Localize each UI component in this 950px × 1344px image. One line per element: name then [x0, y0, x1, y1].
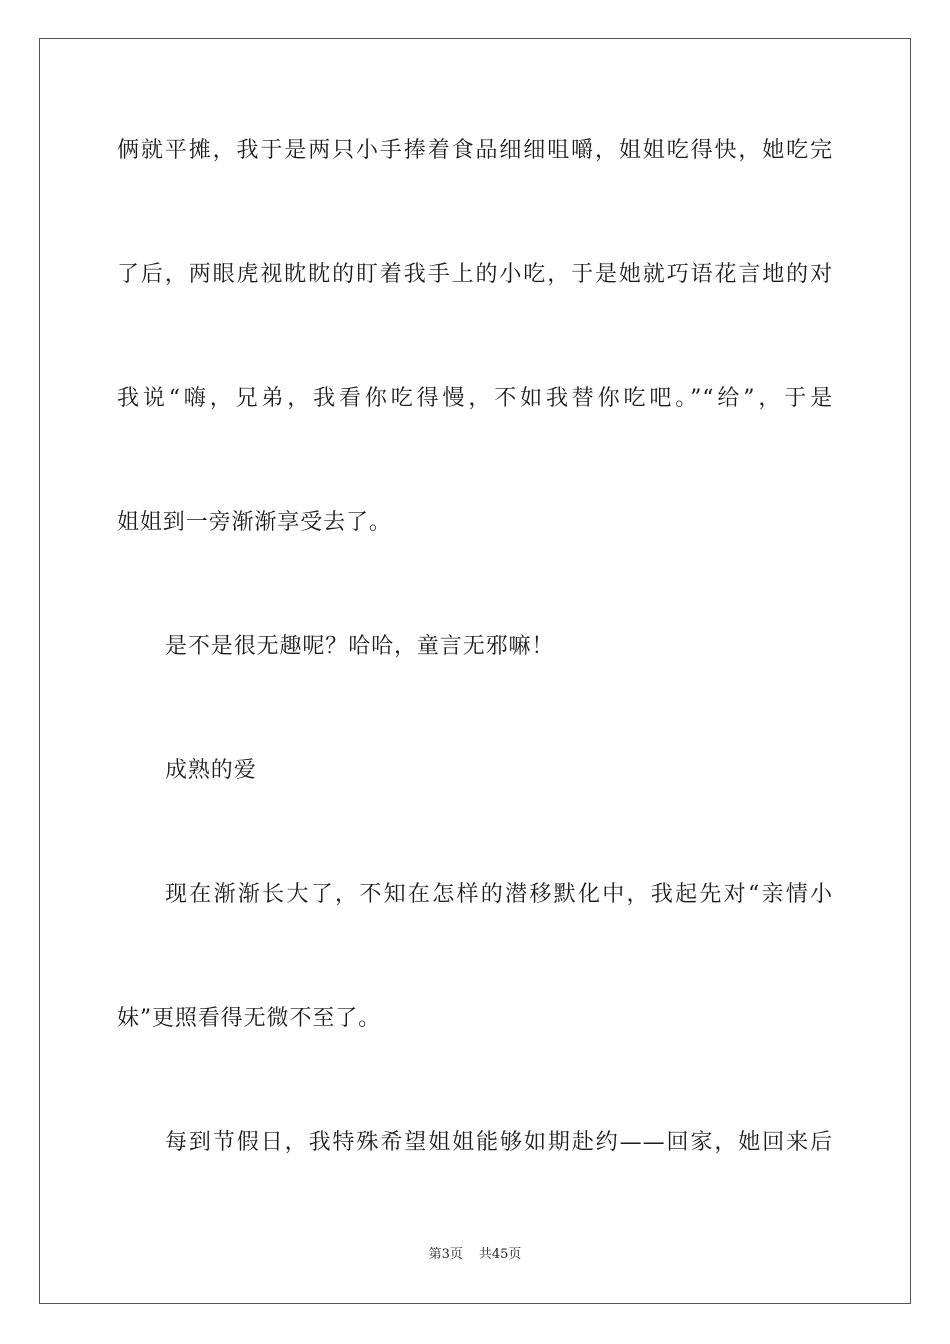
paragraph-line: 妹”更照看得无微不至了。 [117, 1006, 382, 1031]
paragraph-line: 了后，两眼虎视眈眈的盯着我手上的小吃，于是她就巧语花言地的对 [117, 262, 833, 287]
page-number: 第3页 [428, 1247, 463, 1262]
paragraph-line: 现在渐渐长大了，不知在怎样的潜移默化中，我起先对“亲情小 [165, 882, 833, 907]
paragraph-line: 俩就平摊，我于是两只小手捧着食品细细咀嚼，姐姐吃得快，她吃完 [117, 138, 833, 163]
page-border [39, 38, 911, 1304]
paragraph-line: 每到节假日，我特殊希望姐姐能够如期赴约——回家，她回来后 [165, 1130, 833, 1155]
paragraph-line: 我说“嗨，兄弟，我看你吃得慢，不如我替你吃吧。”“给”，于是 [117, 386, 833, 411]
page-footer [0, 1245, 950, 1265]
section-heading: 成熟的爱 [165, 758, 257, 783]
paragraph-line: 是不是很无趣呢？哈哈，童言无邪嘛！ [165, 634, 555, 659]
total-pages: 共45页 [478, 1247, 522, 1262]
paragraph-line: 姐姐到一旁渐渐享受去了。 [117, 510, 392, 535]
